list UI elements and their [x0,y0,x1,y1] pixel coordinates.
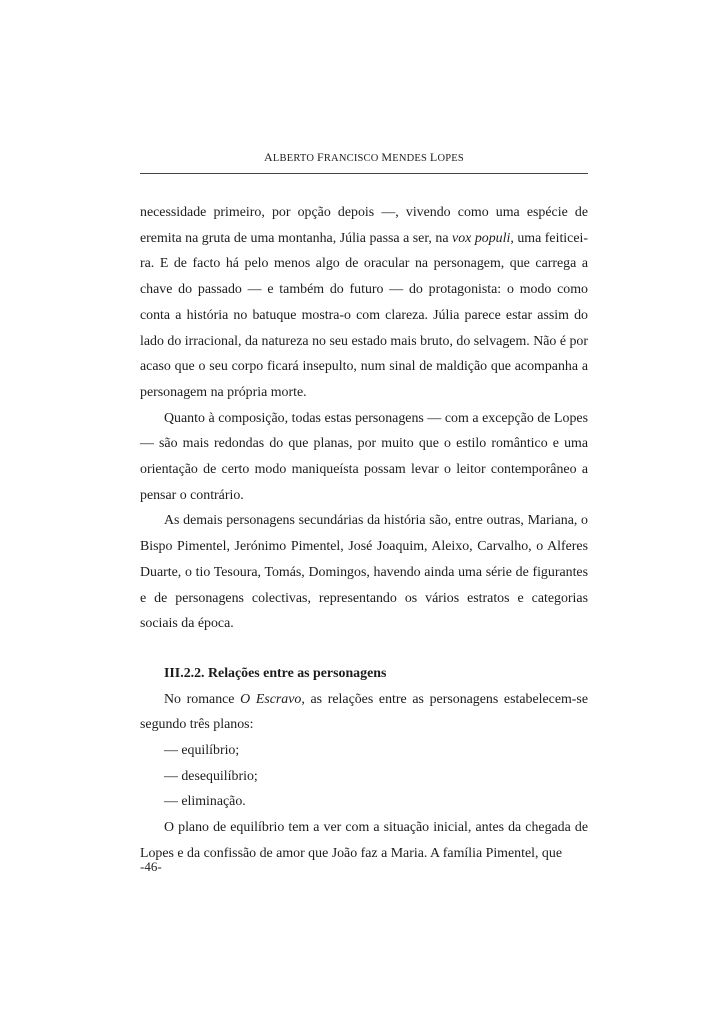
section-heading: III.2.2. Relações entre as personagens [164,665,387,681]
paragraph-julia: necessidade primeiro, por opção depois —, vivendo como uma espécie de eremita na gruta de uma montanha, Júlia passa a ser, na vox populi, uma feiticeira. E de facto há pelo menos algo de oracular na personagem, que carrega a chave do passado — e também do futuro — do protagonista: o modo como conta a história no batuque mostra-o com clareza. Júlia parece estar assim do lado do irracional, da natureza no seu estado mais bruto, do selvagem. Não é por acaso que o seu corpo ficará insepulto, num sinal de maldição que acompanha a personagem na própria morte. [140,205,588,400]
list-item-elimination: — eliminação. [164,794,246,810]
paragraph-equilibrium-plan: O plano de equilíbrio tem a ver com a situação inicial, antes da chegada de Lopes e da confissão de amor que João faz a Maria. A família Pimentel, que [140,820,588,861]
running-header-author: ALBERTO FRANCISCO MENDES LOPES [264,150,464,164]
list-item-equilibrium: — equilíbrio; [164,743,240,759]
header-rule [140,173,588,174]
list-item-disequilibrium: — desequilíbrio; [164,768,258,784]
paragraph-composition: Quanto à composição, todas estas personagens — com a excepção de Lopes — são mais redondas do que planas, por muito que o estilo romântico e uma orientação de certo modo maniqueísta possam levar o leitor contemporâneo a pensar o contrário. [140,410,588,503]
paragraph-relations: No romance O Escravo, as relações entre as personagens estabelecem-se segundo três planos: [140,691,588,733]
page-body [140,200,588,867]
paragraph-secondary-characters: As demais personagens secundárias da história são, entre outras, Mariana, o Bispo Pimentel, Jerónimo Pimentel, José Joaquim, Aleixo, Carvalho, o Alferes Duarte, o tio Tesoura, Tomás, Domingos, havendo ainda uma série de figurantes e de personagens colectivas, representando os vários estratos e categorias sociais da época. [140,513,588,632]
page-number: -46- [140,859,162,874]
